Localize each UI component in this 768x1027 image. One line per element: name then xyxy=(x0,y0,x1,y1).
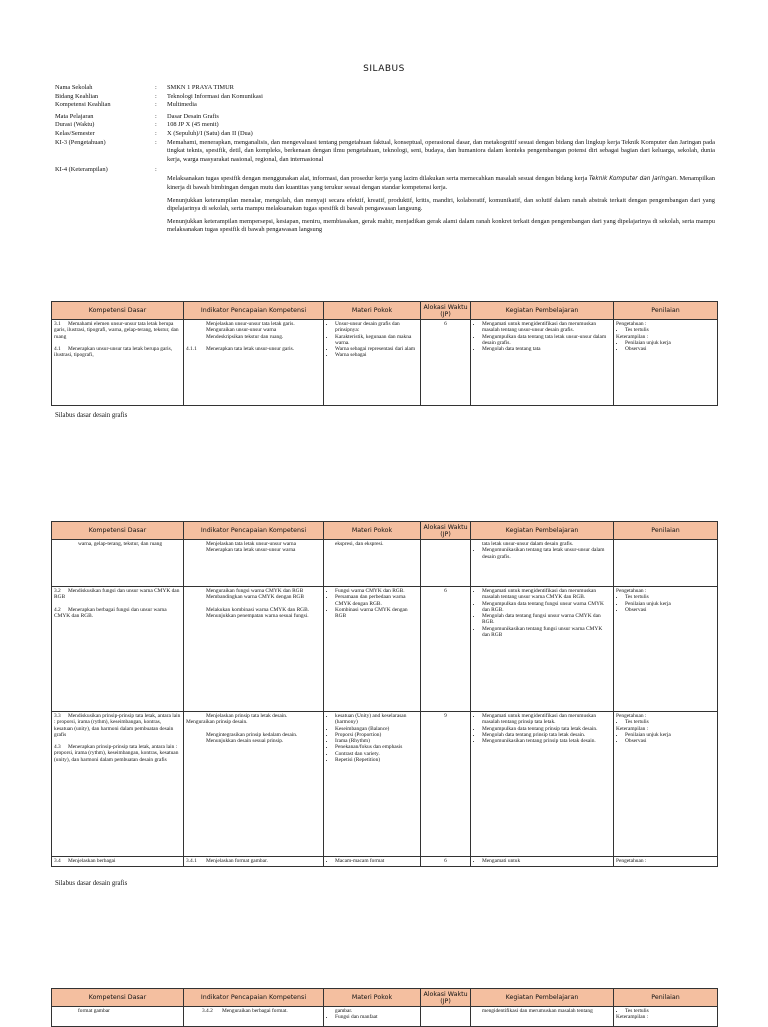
penilaian-cell: • Tes tertulis Keterampilan : xyxy=(614,1007,718,1027)
jp-cell: 6 xyxy=(421,587,471,712)
info-value: X (Sepuluh)/I (Satu) dan II (Dua) xyxy=(167,129,253,137)
table-caption: Silabus dasar desain grafis xyxy=(55,412,128,419)
info-row-school: Nama Sekolah : SMKN 1 PRAYA TIMUR xyxy=(55,84,715,93)
materi-cell: ekspresi, dan ekspresi. xyxy=(324,540,421,587)
info-row-competency: Kompetensi Keahlian : Multimedia xyxy=(55,101,715,110)
header-materi-pokok: Materi Pokok xyxy=(324,522,421,540)
indicator-cell: 3.4.1 Menjelaskan format gambar. xyxy=(184,857,324,867)
materi-cell: • kesatuan (Unity) and keselarasan (harmony) • Keseimbangan (Balance) • Proporsi (Proportion) • Irama (Rhythm) • Penekanan/fokus dan emphasis • Contrast dan variety. • Repetisi (Repetition) xyxy=(324,712,421,857)
info-row-duration: Durasi (Waktu) : 108 JP X (45 menit) xyxy=(55,121,715,130)
kegiatan-cell: • Mengamati untuk mengidentifikasi dan merumuskan masalah tentang unsur-unsur desain grafis. • Mengumpulkan data tentang tata letak unsur-unsur dalam desain grafis. • Mengolah data tentang tata xyxy=(471,320,614,406)
indicator-cell: Menjelaskan unsur-unsur tata letak garis. Menguraikan unsur-unsur warna Mendeskripsikan tekstur dan ruang. 4.1.1 Menerapkan tata letak unsur-unsur garis. xyxy=(184,320,324,406)
header-alokasi-waktu: Alokasi Waktu (JP) xyxy=(421,989,471,1007)
info-value: Multimedia xyxy=(167,101,197,109)
penilaian-cell: Pengetahuan : • Tes tertulis • Penilaian unjuk kerja • Observasi xyxy=(614,587,718,712)
header-penilaian: Penilaian xyxy=(614,989,718,1007)
jp-cell xyxy=(421,540,471,587)
header-indikator: Indikator Pencapaian Kompetensi xyxy=(184,302,324,320)
indicator-cell: Menjelaskan tata letak unsur-unsur warna Menerapkan tata letak unsur-unsur warna xyxy=(184,540,324,587)
info-label: Nama Sekolah xyxy=(55,84,93,91)
penilaian-cell xyxy=(614,540,718,587)
ki4-paragraph: Menunjukkan keterampilan mempersepsi, kesiapan, meniru, membiasakan, gerak mahir, menjadikan gerak alami dalam ranah konkret terkait dengan pengembangan dari yang dipelajarinya di sekolah, serta mampu melaksanakan tugas spesifik di bawah pengawasan langsung xyxy=(167,217,715,234)
kd-cell: 3.1 Memahami elemen unsur-unsur tata letak berupa garis, ilustrasi, tipografi, warna, gelap-terang, tekstur, dan ruang 4.1 Menerapkan unsur-unsur tata letak berupa garis, ilustrasi, tipografi, xyxy=(52,320,184,406)
materi-cell: • Unsur-unsur desain grafis dan prinsipnya: • Karakteristik, kegunaan dan makna warna. • Warna sebagai representasi dari alam • Warna sebagai xyxy=(324,320,421,406)
info-label: Durasi (Waktu) xyxy=(55,121,95,129)
jp-cell: 6 xyxy=(421,857,471,867)
info-label: Bidang Keahlian xyxy=(55,92,99,100)
materi-cell: • Fungsi warna CMYK dan RGB. • Persamaan dan perbedaan warna CMYK dengan RGB. • Kombinasi warna CMYK dengan RGB xyxy=(324,587,421,712)
header-kegiatan: Kegiatan Pembelajaran xyxy=(471,302,614,320)
info-value: Dasar Desain Grafis xyxy=(167,112,219,120)
kd-cell: 3.3 Mendiskusikan prinsip-prinsip tata letak, antara lain : proporsi, irama (rythm), keseimbangan, kontras, kesatuan (unity), dan harmoni dalam pembuatan desain grafis 4.3 Menerapkan prinsip-prinsip tata letak, antara lain : proporsi, irama (rythm), keseimbangan, kontras, kesatuan (unity), dan harmoni dalam pembuatan desain grafis xyxy=(52,712,184,857)
header-alokasi-waktu: Alokasi Waktu (JP) xyxy=(421,302,471,320)
info-value: Teknologi Informasi dan Komunikasi xyxy=(167,92,263,100)
table-header-row xyxy=(52,522,718,540)
header-alokasi-waktu: Alokasi Waktu (JP) xyxy=(421,522,471,540)
info-label: KI-4 (Keterampilan) xyxy=(55,166,108,174)
kegiatan-cell: • Mengamati untuk xyxy=(471,857,614,867)
jp-cell: 9 xyxy=(421,712,471,857)
ki4-paragraph: Menunjukkan keterampilan menalar, mengolah, dan menyaji secara efektif, kreatif, produktif, kritis, mandiri, kolaboratif, komunikatif, dan solutif dalam ranah abstrak terkait dengan pengembangan dari yang dipelajarinya di sekolah, serta mampu melaksanakan tugas spesifik di bawah pengawasan langsung. xyxy=(167,196,715,213)
jp-cell: 6 xyxy=(421,320,471,406)
table-header-row xyxy=(52,989,718,1007)
info-label: Kelas/Semester xyxy=(55,129,95,137)
table-row xyxy=(52,857,718,867)
info-value: Memahami, menerapkan, menganalisis, dan mengevaluasi tentang pengetahuan faktual, konseptual, operasional dasar, dan metakognitif sesuai dengan bidang dan lingkup kerja Teknik Komputer dan Jaringan pada tingkat teknis, spesifik, detil, dan kompleks, berkenaan dengan ilmu pengetahuan, teknologi, seni, budaya, dan humaniora dalam konteks pengembangan potensi diri sebagai bagian dari keluarga, sekolah, dunia kerja, warga masyarakat nasional, regional, dan internasional xyxy=(167,138,715,163)
info-row-ki3: KI-3 (Pengetahuan) : Memahami, menerapkan, menganalisis, dan mengevaluasi tentang pengetahuan faktual, konseptual, operasional dasar, dan metakognitif sesuai dengan bidang dan lingkup kerja Teknik Komputer dan Jaringan pada tingkat teknis, spesifik, detil, dan kompleks, berkenaan dengan ilmu pengetahuan, teknologi, seni, budaya, dan humaniora dalam konteks pengembangan potensi diri sebagai bagian dari keluarga, sekolah, dunia kerja, warga masyarakat nasional, regional, dan internasional xyxy=(55,138,715,163)
header-kompetensi-dasar: Kompetensi Dasar xyxy=(52,302,184,320)
indicator-cell: Menjelaskan prinsip tata letak desain. Menguraikan prinsip desain. Mengintegrasikan prinsip kedalam desain. Menunjukkan desain sesuai prinsip. xyxy=(184,712,324,857)
table-header-row xyxy=(52,302,718,320)
header-kompetensi-dasar: Kompetensi Dasar xyxy=(52,989,184,1007)
kegiatan-cell: mengidentifikasi dan merumuskan masalah tentang xyxy=(471,1007,614,1027)
syllabus-table-2 xyxy=(51,521,718,867)
info-row-ki4: KI-4 (Keterampilan) : Melaksanakan tugas spesifik dengan menggunakan alat, informasi, dan prosedur kerja yang lazim dilakukan serta memecahkan masalah sesuai dengan bidang kerja Teknik Komputer dan Jaringan. Menampilkan kinerja di bawah bimbingan dengan mutu dan kuantitas yang terukur sesuai dengan standar kompetensi kerja. Menunjukkan keterampilan menalar, mengolah, dan menyaji secara efektif, kreatif, produktif, kritis, mandiri, kolaboratif, komunikatif, dan solutif dalam ranah abstrak terkait dengan pengembangan dari yang dipelajarinya di sekolah, serta mampu melaksanakan tugas spesifik di bawah pengawasan langsung. Menunjukkan keterampilan mempersepsi, kesiapan, meniru, membiasakan, gerak mahir, menjadikan gerak alami dalam ranah konkret terkait dengan pengembangan dari yang dipelajarinya di sekolah, serta mampu melaksanakan tugas spesifik di bawah pengawasan langsung xyxy=(55,166,715,239)
materi-cell: • Macam-macam format xyxy=(324,857,421,867)
penilaian-cell: Pengetahuan : • Tes tertulis Keterampilan : • Penilaian unjuk kerja • Observasi xyxy=(614,320,718,406)
kd-cell: warna, gelap-terang, tekstur, dan ruang xyxy=(52,540,184,587)
header-indikator: Indikator Pencapaian Kompetensi xyxy=(184,522,324,540)
info-value: SMKN 1 PRAYA TIMUR xyxy=(167,84,234,91)
syllabus-table-3 xyxy=(51,988,718,1027)
table-row xyxy=(52,587,718,712)
table-row xyxy=(52,320,718,406)
kd-cell: format gambar xyxy=(52,1007,184,1027)
info-row-class: Kelas/Semester : X (Sepuluh)/I (Satu) dan II (Dua) xyxy=(55,130,715,139)
info-value: 108 JP X (45 menit) xyxy=(167,121,219,129)
info-row-subject: Mata Pelajaran : Dasar Desain Grafis xyxy=(55,113,715,122)
syllabus-table-1 xyxy=(51,301,718,406)
kegiatan-cell: • Mengamati untuk mengidentifikasi dan merumuskan masalah tentang prinsip tata letak. • Mengumpulkan data tentang prinsip tata letak desain. • Mengolah data tentang prinsip tata letak desain. • Mengomunikasikan tentang prinsip tata letak desain. xyxy=(471,712,614,857)
kegiatan-cell: • Mengamati untuk mengidentifikasi dan merumuskan masalah tentang unsur warna CMYK dan RGB. • Mengumpulkan data tentang fungsi unsur warna CMYK dan RGB. • Mengolah data tentang fungsi unsur warna CMYK dan RGB. • Mengomunikasikan tentang fungsi unsur warna CMYK dan RGB xyxy=(471,587,614,712)
info-label: Kompetensi Keahlian xyxy=(55,101,111,109)
info-label: KI-3 (Pengetahuan) xyxy=(55,138,106,146)
header-kegiatan: Kegiatan Pembelajaran xyxy=(471,522,614,540)
table-row xyxy=(52,712,718,857)
header-materi-pokok: Materi Pokok xyxy=(324,302,421,320)
indicator-cell: Menguraikan fungsi warna CMYK dan RGB Membandingkan warna CMYK dengan RGB Melakukan kombinasi warna CMYK dan RGB. Menunjukkan penempatan warna sesuai fungsi. xyxy=(184,587,324,712)
header-materi-pokok: Materi Pokok xyxy=(324,989,421,1007)
kd-cell: 3.4 Menjelaskan berbagai xyxy=(52,857,184,867)
kd-cell: 3.2 Mendiskusikan fungsi dan unsur warna CMYK dan RGB 4.2 Menerapkan berbagai fungsi dan unsur warna CMYK dan RGB. xyxy=(52,587,184,712)
header-indikator: Indikator Pencapaian Kompetensi xyxy=(184,989,324,1007)
indicator-cell: 3.4.2 Menguraikan berbagai format. xyxy=(184,1007,324,1027)
table-caption: Silabus dasar desain grafis xyxy=(55,880,128,887)
header-penilaian: Penilaian xyxy=(614,522,718,540)
ki4-paragraph: Melaksanakan tugas spesifik dengan menggunakan alat, informasi, dan prosedur kerja yang lazim dilakukan serta memecahkan masalah sesuai dengan bidang kerja Teknik Komputer dan Jaringan. Menampilkan kinerja di bawah bimbingan dengan mutu dan kuantitas yang terukur sesuai dengan standar kompetensi kerja. xyxy=(167,175,715,191)
header-kegiatan: Kegiatan Pembelajaran xyxy=(471,989,614,1007)
page-title: SILABUS xyxy=(363,64,405,74)
materi-cell: gambar. • Fungsi dan manfaat xyxy=(324,1007,421,1027)
penilaian-cell: Pengetahuan : xyxy=(614,857,718,867)
ki4-text xyxy=(167,166,715,239)
info-label: Mata Pelajaran xyxy=(55,112,94,120)
school-info xyxy=(55,84,715,239)
table-row xyxy=(52,540,718,587)
info-row-field: Bidang Keahlian : Teknologi Informasi dan Komunikasi xyxy=(55,93,715,102)
penilaian-cell: Pengetahuan : • Tes tertulis Keterampilan : • Penilaian unjuk kerja • Observasi xyxy=(614,712,718,857)
kegiatan-cell: tata letak unsur-unsur dalam desain grafis. • Mengomunikasikan tentang tata letak unsur-unsur dalam desain grafis. xyxy=(471,540,614,587)
header-kompetensi-dasar: Kompetensi Dasar xyxy=(52,522,184,540)
header-penilaian: Penilaian xyxy=(614,302,718,320)
